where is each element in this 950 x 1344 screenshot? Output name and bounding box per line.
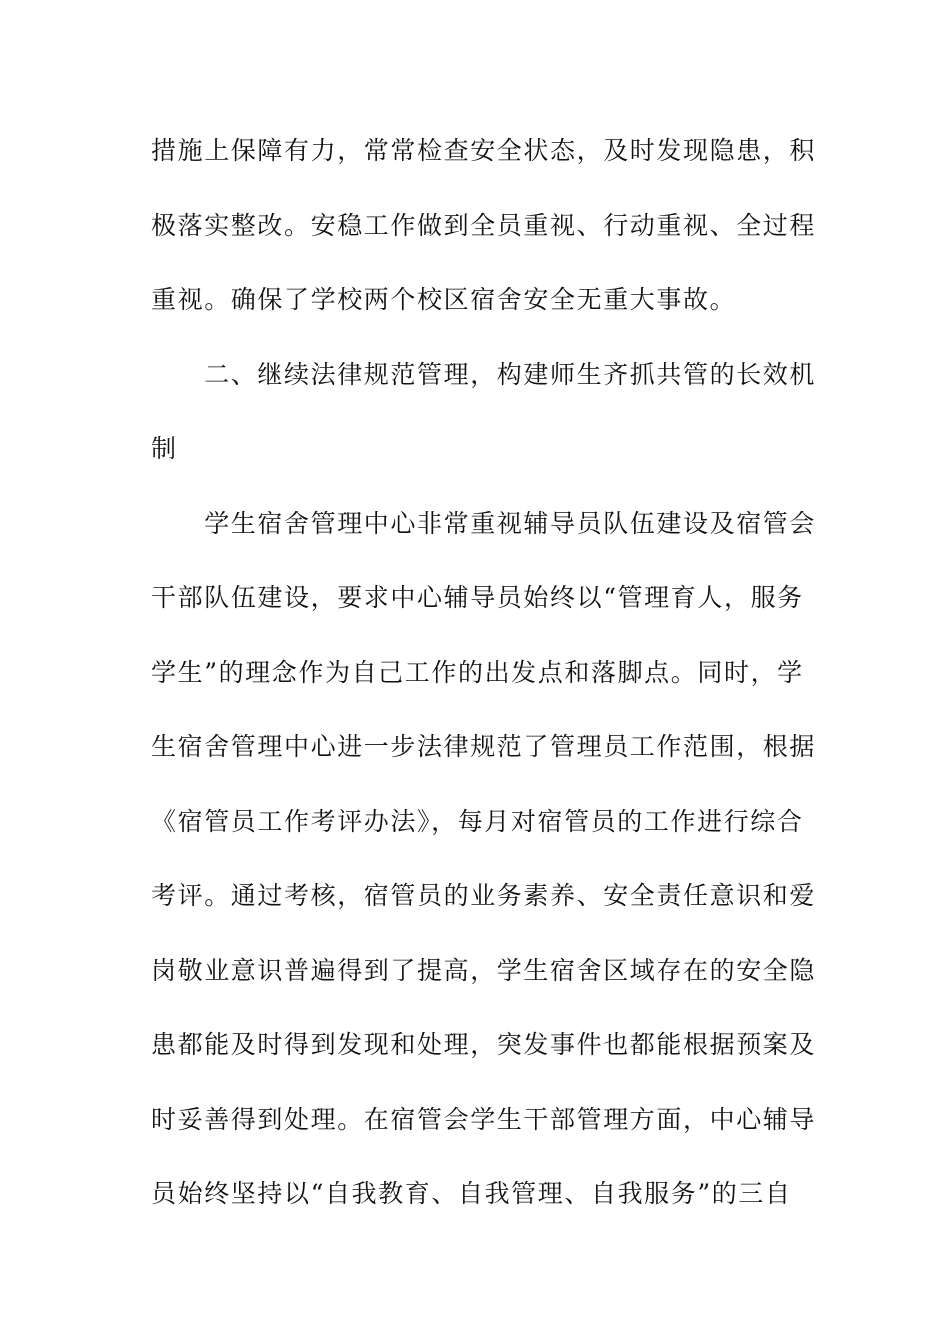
text-line: 考评。通过考核，宿管员的业务素养、安全责任意识和爱 xyxy=(151,881,817,910)
text-line: 极落实整改。安稳工作做到全员重视、行动重视、全过程 xyxy=(151,210,817,240)
text-line: 生宿舍管理中心进一步法律规范了管理员工作范围，根据 xyxy=(151,732,817,761)
text-line: 《宿管员工作考评办法》，每月对宿管员的工作进行综合 xyxy=(151,806,804,836)
text-line: 学生”的理念作为自己工作的出发点和落脚点。同时，学 xyxy=(151,657,804,687)
text-line: 时妥善得到处理。在宿管会学生干部管理方面，中心辅导 xyxy=(151,1104,817,1134)
text-line: 患都能及时得到发现和处理，突发事件也都能根据预案及 xyxy=(151,1030,817,1059)
body-text xyxy=(151,126,817,1244)
text-line: 岗敬业意识普遍得到了提高，学生宿舍区域存在的安全隐 xyxy=(151,955,817,985)
text-line: 重视。确保了学校两个校区宿舍安全无重大事故。 xyxy=(151,285,737,314)
text-line: 员始终坚持以“自我教育、自我管理、自我服务”的三自 xyxy=(151,1179,792,1208)
text-line: 措施上保障有力，常常检查安全状态，及时发现隐患，积 xyxy=(151,136,817,165)
paragraph-start: 学生宿舍管理中心非常重视辅导员队伍建设及宿管会 xyxy=(151,508,817,538)
section-heading: 二、继续法律规范管理，构建师生齐抓共管的长效机 xyxy=(151,359,817,389)
section-heading-continued: 制 xyxy=(151,434,178,463)
text-line: 干部队伍建设，要求中心辅导员始终以“管理育人，服务 xyxy=(151,583,804,612)
